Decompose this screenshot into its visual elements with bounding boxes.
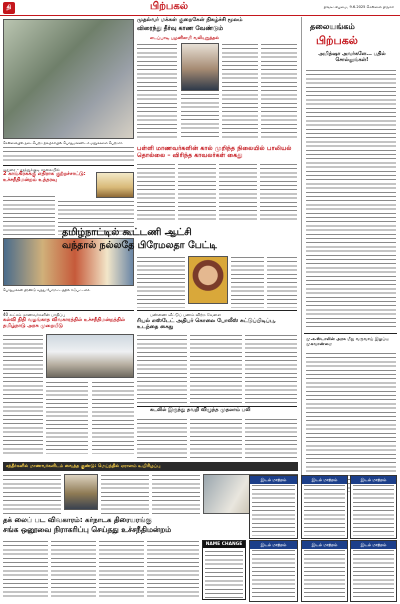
editorial-label: தலையங்கம் [310,22,355,31]
bottom-headline-2: சங்க ஒனூவை நிராகரிப்பு செய்தது உச்சநீதிமன்றம் [3,525,172,534]
premalatha-photo [188,256,228,304]
classified-head-1: இடம் மாற்றம் [250,476,297,484]
lower-left-kicker: 40 லட்சம் மாணவர்களின் பாதிப்பு [3,312,66,317]
classified-head-2: இடம் மாற்றம் [250,541,297,549]
eps-photo [181,43,219,91]
classified-cell-6 [350,540,397,602]
left-story-kicker: மதுரை – தூத்துக்குடி சாலையில் [3,167,60,172]
big-body-2 [231,256,264,308]
editorial-body [306,69,396,329]
classified-cell-2 [249,540,298,602]
classified-cell-1 [249,475,298,539]
lower-center-body-3 [245,334,297,404]
lower-left-headline: கல்வி நிதி வழங்காத விவகாரத்தில் உச்சநீதிமன்றத்தில் தமிழ்நாடு அரசு முறையீடு [3,317,126,329]
mid-center-body-1 [137,418,187,458]
bottom-headline-1: தக் லைப் பட விவகாரம்: கர்நாடக திரையரங்கு [3,516,152,524]
protest-caption: பொதுமக்கள் திரண்டு வந்து போராட்டத்தில் ஈடுபட்டனர். [3,288,91,292]
top-body-col2 [181,93,219,139]
big-headline-2: வந்தால் நல்லதே பிரேமலதா பேட்டி [62,240,217,251]
bottom-banner: சந்தீர்களில் மாணவர்களிடம் வைத்த குண்டு: மெய்ந்தில் ஏராளம் உயிரிழப்பு [3,462,298,471]
lower-left-body-1 [3,334,43,454]
classified-cell-4 [350,475,397,539]
top-kicker: எடப்பாடி பழனிசாமி வலியுறுத்தல் [150,36,219,41]
lower-center-kicker: பண்ணை வீட்டுப் பணம் விற்ற வேளை [150,312,221,317]
divider-center [137,310,297,311]
editorial-title: அமித்ஷா அவர்களே... பதில் சொல்லுங்கள்! [318,51,386,63]
editorial-column [301,17,398,497]
top-headline-2: விரைந்து தீர்வு காண வேண்டும் [137,25,224,32]
classified-head-5: இடம் மாற்றம் [302,541,347,549]
classified-body-6 [353,549,394,599]
big-body-3 [267,256,297,308]
top-photo [3,19,134,139]
classified-body-3 [304,484,345,536]
section-title: பிற்பகல் [150,1,189,12]
bottom-body-1 [3,474,61,514]
classified-head-3: இடம் மாற்றம் [302,476,347,484]
classified-head-6: இடம் மாற்றம் [351,541,396,549]
classified-body-5 [304,549,345,599]
top-body-col1 [137,43,177,139]
top-body-col4 [261,43,297,139]
center-body-2 [178,163,216,223]
classified-cell-3 [301,475,348,539]
left-story-body [3,195,55,235]
big-body-1 [137,256,185,308]
bottom-body-6 [99,540,144,600]
top-caption-text [3,146,134,162]
logo: தி [3,2,15,14]
top-body-col3 [222,43,258,139]
bottom-body-5 [51,540,96,600]
editorial-section: பிற்பகல் [316,34,358,47]
classified-body-4 [353,484,394,536]
classified-body-1 [252,484,295,536]
editorial-divider [304,333,397,334]
mid-center-body-3 [245,418,297,458]
right-lower-headline: மு.க.ஸ்டாலின் அரசு மீது வருவாய் இழப்பு முகவாண்மை [306,336,389,346]
name-change-body [205,550,243,598]
mid-center-body-2 [190,418,242,458]
classified-head-4: இடம் மாற்றம் [351,476,396,484]
lower-left-body-3 [92,381,134,454]
bottom-body-7 [147,540,199,600]
name-change-box [202,540,246,600]
police-photo [64,474,98,510]
court-photo [96,172,134,198]
lower-center-body-1 [137,334,187,404]
center-headline: பள்ளி மாணவர்களின் கால் முறிந்த நிலையில் பாலியல் தொல்லை – விரிந்த காவலர்கள் கைது [137,145,292,160]
bottom-body-2 [101,474,149,514]
center-body-1 [137,163,175,223]
top-headline-1: முதல்வர் மக்கள் குறைகேள் நிகழ்ச்சி மூலம் [137,17,243,23]
lower-center-headline: ரியல் எஸ்டேட் அதிபர் கொலை போலீஸ் சுட்டுப்பிடிப்பு, உடந்தை கைது [137,318,276,331]
bottom-body-3 [152,474,200,514]
lower-left-body-2 [46,381,88,454]
center-body-3 [219,163,257,223]
left-story-headline: 2 காங்கிரசுக்கு எதிராக குற்றச்சாட்டு: உச்சநீதிமன்றம் உத்தரவு [3,171,86,183]
big-headline-1: தமிழ்நாட்டில் கூட்டணி ஆட்சி [62,227,192,238]
classified-body-2 [252,549,295,599]
classified-cell-5 [301,540,348,602]
right-lower-body [306,352,396,492]
building-photo [46,334,134,378]
lower-center-body-2 [190,334,242,404]
top-photo-caption: சென்னையில் நடைபெற்ற நிகழ்ச்சியில் பொதுமக்களிடம் மனுக்களை பெற்றார். [3,141,124,145]
name-change-title: NAME CHANGE [203,541,245,548]
date-line: திங்கட்கிழமை, 9.6.2025 சென்னை திருச்சி [323,5,394,9]
divider-left-2 [3,310,134,311]
divider-left-1 [3,165,134,166]
mid-center-headline: கடலில் இருந்து தவறி விழுந்த முதலாம் பலி [150,407,251,413]
masthead [0,0,400,16]
center-body-4 [260,163,297,223]
bottom-body-4 [3,540,48,600]
